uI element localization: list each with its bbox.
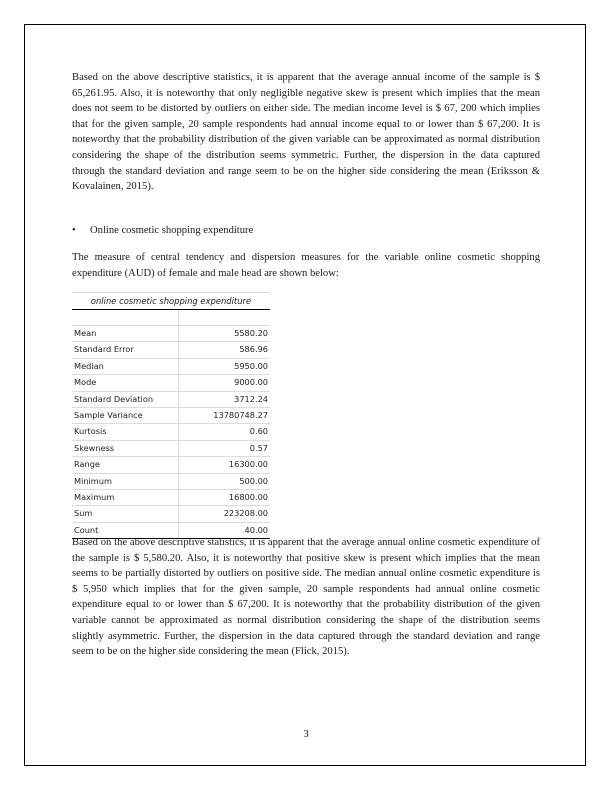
page-number: 3	[303, 729, 309, 740]
table-row	[72, 506, 270, 522]
row-label: Count	[72, 523, 179, 538]
row-label: Mode	[72, 375, 179, 390]
row-label: Sample Variance	[72, 408, 179, 423]
row-label: Skewness	[72, 441, 179, 456]
row-value: 40.00	[244, 524, 268, 535]
paragraph-income-analysis: Based on the above descriptive statistics, it is apparent that the average annual income of the sample is $ 65,261.95. Also, it is noteworthy that only negligible negative skew is present which implies that the mean does not seem to be distorted by outliers on either side. The median income level is $ 67, 200 which implies that for the given sample, 20 sample respondents had annual income equal to or lower than $ 67,200. It is noteworthy that the probability distribution of the given variable can be approximated as normal distribution considering the shape of the distribution seems symmetric. Further, the dispersion in the data captured through the standard deviation and range seem to be on the higher side considering the mean (Eriksson & Kovalainen, 2015).	[72, 72, 540, 193]
row-value: 223208.00	[223, 508, 268, 519]
table-row	[72, 342, 270, 358]
row-value: 0.60	[249, 426, 268, 437]
row-label: Standard Error	[72, 342, 179, 357]
table-row	[72, 424, 270, 440]
row-label: Mean	[72, 326, 179, 341]
row-value: 13780748.27	[213, 409, 268, 420]
table-row	[72, 359, 270, 375]
table-title: online cosmetic shopping expenditure	[72, 292, 270, 310]
table-row	[72, 392, 270, 408]
bullet-label: Online cosmetic shopping expenditure	[90, 225, 254, 236]
row-value: 5580.20	[234, 328, 268, 338]
row-value: 586.96	[239, 344, 268, 355]
row-label: Median	[72, 359, 179, 374]
table-row	[72, 408, 270, 424]
table-row	[72, 441, 270, 457]
row-value: 0.57	[249, 442, 268, 453]
row-value: 16300.00	[228, 459, 268, 470]
row-value: 9000.00	[234, 377, 268, 388]
row-value: 5950.00	[234, 360, 268, 371]
row-label: Kurtosis	[72, 424, 179, 439]
row-label: Standard Deviation	[72, 392, 179, 407]
table-row	[72, 490, 270, 506]
descriptive-stats-table	[72, 292, 270, 539]
paragraph-expenditure-analysis: Based on the above descriptive statistics, it is apparent that the average annual online cosmetic expenditure of the sample is $ 5,580.20. Also, it is noteworthy that positive skew is present which implies that the mean seems to be partially distorted by outliers on positive side. The median annual online cosmetic expenditure is $ 5,950 which implies that for the given sample, 20 sample respondents had annual online cosmetic expenditure equal to or lower than $ 67,200. It is noteworthy that the probability distribution of the given variable cannot be approximated as normal distribution considering the shape of the distribution seems slightly asymmetric. Further, the dispersion in the data captured through the standard deviation and range seem to be on the higher side considering the mean (Flick, 2015).	[72, 537, 540, 658]
table-row	[72, 457, 270, 473]
row-label: Range	[72, 457, 179, 472]
bullet-icon: •	[72, 225, 76, 236]
row-value: 3712.24	[234, 393, 268, 404]
row-value: 16800.00	[228, 491, 268, 502]
table-row	[72, 326, 270, 342]
row-value: 500.00	[239, 475, 268, 486]
row-label: Maximum	[72, 490, 179, 505]
row-label: Sum	[72, 506, 179, 521]
table-row	[72, 375, 270, 391]
table-row	[72, 474, 270, 490]
paragraph-table-intro: The measure of central tendency and dispersion measures for the variable online cosmetic shopping expenditure (AUD) of female and male head are shown below:	[72, 252, 540, 279]
row-label: Minimum	[72, 474, 179, 489]
table-blank-row	[72, 310, 270, 326]
